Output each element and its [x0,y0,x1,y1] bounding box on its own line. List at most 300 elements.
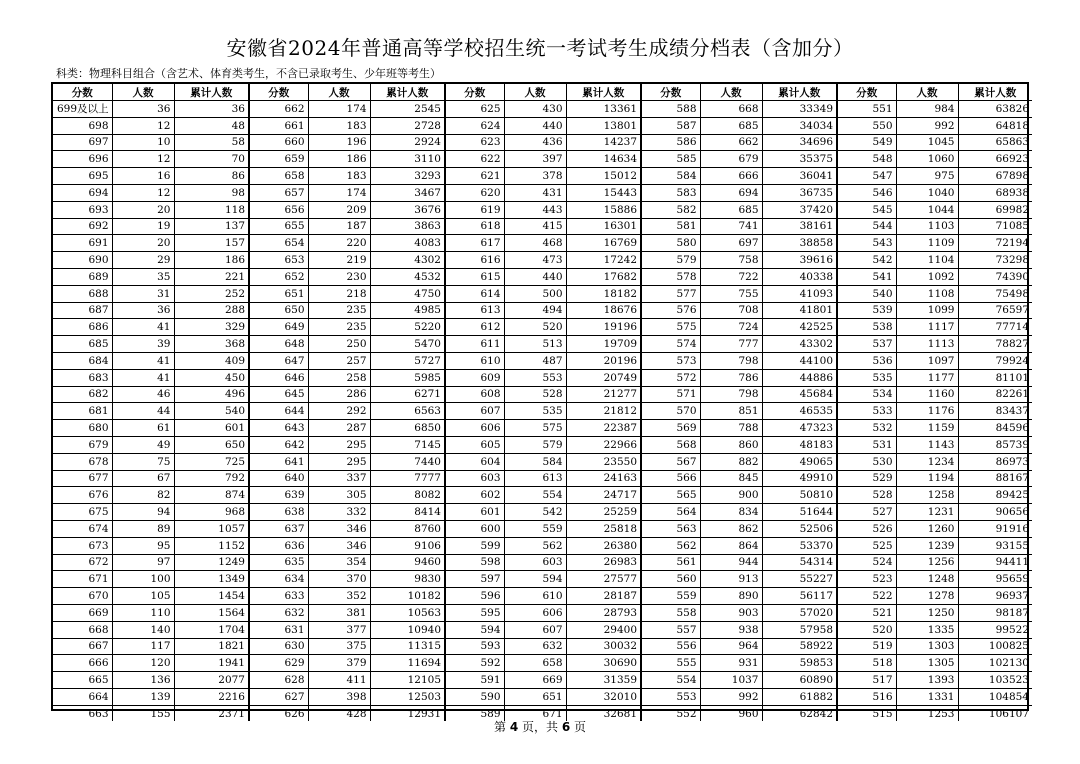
cell-score: 682 [53,386,112,403]
cell-score: 601 [445,504,504,521]
cell-count: 110 [112,604,174,621]
table-row [445,386,640,403]
cell-cumulative: 18182 [566,285,640,302]
table-row [837,268,1032,285]
cell-score: 560 [641,571,700,588]
cell-count: 606 [504,604,566,621]
cell-cumulative: 52506 [762,520,836,537]
cell-cumulative: 1349 [174,571,248,588]
cell-score: 570 [641,403,700,420]
cell-count: 1250 [896,604,958,621]
table-row [53,504,248,521]
cell-score: 636 [249,537,308,554]
cell-score: 552 [641,705,700,721]
cell-score: 575 [641,319,700,336]
cell-count: 1231 [896,504,958,521]
cell-cumulative: 725 [174,453,248,470]
cell-cumulative: 55227 [762,571,836,588]
cell-count: 31 [112,285,174,302]
cell-count: 436 [504,134,566,151]
cell-count: 755 [700,285,762,302]
cell-cumulative: 12931 [407,707,441,720]
cell-cumulative: 792 [174,470,248,487]
cell-score: 527 [837,504,896,521]
cell-cumulative: 24163 [566,470,640,487]
cell-count: 1045 [896,134,958,151]
cell-score: 529 [837,470,896,487]
cell-count: 708 [700,302,762,319]
cell-score: 608 [445,386,504,403]
table-row [445,302,640,319]
cell-score: 617 [445,235,504,252]
cell-score: 614 [445,285,504,302]
cell-cumulative: 86973 [958,453,1032,470]
table-row [249,386,444,403]
cell-score: 599 [445,537,504,554]
table-row [837,386,1032,403]
cell-score: 635 [249,554,308,571]
cell-cumulative: 9106 [370,537,444,554]
cell-score: 686 [53,319,112,336]
cell-count: 862 [700,520,762,537]
table-row [53,218,248,235]
table-row [837,134,1032,151]
cell-score: 683 [53,369,112,386]
cell-count: 1260 [896,520,958,537]
cell-count: 851 [700,403,762,420]
cell-cumulative: 58922 [762,638,836,655]
table-row [641,369,836,386]
cell-cumulative: 6563 [370,403,444,420]
cell-score: 530 [837,453,896,470]
footer-suffix: 页 [570,720,586,734]
cell-score: 613 [445,302,504,319]
table-row [53,319,248,336]
cell-count: 305 [308,487,370,504]
table-row [641,268,836,285]
cell-count: 370 [308,571,370,588]
cell-cumulative: 72194 [958,235,1032,252]
table-row [53,520,248,537]
cell-count: 834 [700,504,762,521]
cell-cumulative: 63826 [958,101,1032,118]
cell-cumulative: 23550 [566,453,640,470]
table-row [249,235,444,252]
cell-cumulative: 15443 [566,184,640,201]
cell-count: 430 [504,101,566,118]
table-row [53,201,248,218]
cell-count: 685 [700,201,762,218]
cell-score: 557 [641,621,700,638]
cell-cumulative: 21277 [566,386,640,403]
cell-count: 140 [112,621,174,638]
cell-score: 559 [641,588,700,605]
cell-score: 585 [641,151,700,168]
cell-score: 550 [837,117,896,134]
cell-count: 352 [308,588,370,605]
cell-count: 431 [504,184,566,201]
cell-cumulative: 77714 [958,319,1032,336]
cell-cumulative: 601 [174,420,248,437]
cell-cumulative: 368 [174,336,248,353]
table-row [837,571,1032,588]
cell-score: 644 [249,403,308,420]
table-row [53,537,248,554]
cell-count: 1103 [896,218,958,235]
cell-cumulative: 43302 [762,336,836,353]
table-header-row [641,84,836,101]
column-header-score: 分数 [641,84,700,101]
cell-score: 659 [249,151,308,168]
cell-count: 1040 [896,184,958,201]
table-row [53,588,248,605]
cell-cumulative: 39616 [762,252,836,269]
cell-count: 610 [504,588,566,605]
cell-score: 538 [837,319,896,336]
cell-cumulative: 57958 [762,621,836,638]
cell-score: 567 [641,453,700,470]
cell-score: 584 [641,168,700,185]
table-row [53,369,248,386]
cell-count: 381 [308,604,370,621]
cell-count: 864 [700,537,762,554]
cell-score: 549 [837,134,896,151]
cell-cumulative: 49065 [762,453,836,470]
cell-count: 882 [700,453,762,470]
table-row [53,470,248,487]
cell-cumulative: 102130 [958,655,1032,672]
cell-score: 612 [445,319,504,336]
cell-cumulative: 50810 [762,487,836,504]
cell-count: 220 [308,235,370,252]
cell-count: 183 [308,168,370,185]
table-row [445,168,640,185]
cell-count: 41 [112,319,174,336]
cell-cumulative: 15012 [566,168,640,185]
cell-count: 528 [504,386,566,403]
table-row [445,285,640,302]
cell-score: 632 [249,604,308,621]
table-row [249,201,444,218]
cell-count: 415 [504,218,566,235]
cell-score: 628 [249,672,308,689]
table-row [249,369,444,386]
cell-score: 687 [53,302,112,319]
cell-count: 49 [112,436,174,453]
column-header-count: 人数 [896,84,958,101]
cell-score: 654 [249,235,308,252]
cell-count: 788 [700,420,762,437]
table-row [53,554,248,571]
cell-cumulative: 11315 [370,638,444,655]
cell-score: 620 [445,184,504,201]
cell-cumulative: 33349 [762,101,836,118]
cell-cumulative: 27577 [566,571,640,588]
cell-score: 577 [641,285,700,302]
cell-cumulative: 98187 [958,604,1032,621]
cell-count: 1248 [896,571,958,588]
cell-score: 543 [837,235,896,252]
cell-score: 536 [837,352,896,369]
cell-count: 136 [112,672,174,689]
cell-score: 685 [53,336,112,353]
table-row [249,285,444,302]
cell-count: 36 [112,101,174,118]
table-row [837,554,1032,571]
cell-count: 513 [504,336,566,353]
cell-score: 592 [445,655,504,672]
cell-score: 547 [837,168,896,185]
cell-count: 554 [504,487,566,504]
cell-score: 675 [53,504,112,521]
cell-score: 518 [837,655,896,672]
cell-score: 646 [249,369,308,386]
cell-cumulative: 47323 [762,420,836,437]
cell-cumulative: 46535 [762,403,836,420]
cell-cumulative: 6271 [370,386,444,403]
cell-cumulative: 450 [174,369,248,386]
table-row [837,672,1032,689]
cell-cumulative: 540 [174,403,248,420]
cell-score: 525 [837,537,896,554]
cell-cumulative: 82261 [958,386,1032,403]
cell-score: 515 [837,705,896,721]
cell-score: 688 [53,285,112,302]
table-row [249,520,444,537]
cell-count: 1256 [896,554,958,571]
cell-cumulative: 34696 [762,134,836,151]
page-footer [0,718,1080,736]
cell-cumulative: 62842 [799,707,833,720]
table-row [837,537,1032,554]
table-row [641,487,836,504]
cell-score: 520 [837,621,896,638]
column-header-score: 分数 [249,84,308,101]
cell-cumulative: 36041 [762,168,836,185]
cell-score: 674 [53,520,112,537]
current-page-number: 4 [509,720,519,734]
cell-score: 576 [641,302,700,319]
cell-score: 652 [249,268,308,285]
cell-count: 944 [700,554,762,571]
cell-score: 524 [837,554,896,571]
cell-cumulative: 5220 [370,319,444,336]
table-row [837,201,1032,218]
cell-score: 664 [53,688,112,705]
table-row [837,218,1032,235]
table-row [837,352,1032,369]
cell-score: 643 [249,420,308,437]
table-row [641,235,836,252]
cell-cumulative: 221 [174,268,248,285]
cell-score: 566 [641,470,700,487]
cell-cumulative: 99522 [958,621,1032,638]
cell-cumulative: 36 [174,101,248,118]
cell-score: 611 [445,336,504,353]
cell-count: 584 [504,453,566,470]
cell-cumulative: 45684 [762,386,836,403]
cell-score: 564 [641,504,700,521]
cell-score: 676 [53,487,112,504]
table-row [641,218,836,235]
table-row [53,604,248,621]
cell-count: 12 [112,117,174,134]
cell-cumulative: 1454 [174,588,248,605]
cell-cumulative: 96937 [958,588,1032,605]
table-row [249,554,444,571]
cell-score: 648 [249,336,308,353]
cell-cumulative: 106107 [988,707,1029,720]
table-row [837,436,1032,453]
table-row [249,218,444,235]
cell-count: 575 [504,420,566,437]
cell-cumulative: 32681 [603,707,637,720]
table-header-row [445,84,640,101]
table-row [53,252,248,269]
cell-cumulative: 10182 [370,588,444,605]
table-row [445,588,640,605]
table-row [641,201,836,218]
cell-score: 693 [53,201,112,218]
table-row [53,638,248,655]
cell-count: 10 [112,134,174,151]
cell-count: 41 [112,352,174,369]
table-row [837,487,1032,504]
table-row [445,369,640,386]
cell-cumulative: 26983 [566,554,640,571]
cell-score: 651 [249,285,308,302]
table-row [641,470,836,487]
cell-count: 741 [700,218,762,235]
table-row [837,470,1032,487]
cell-cumulative: 104854 [958,688,1032,705]
cell-score: 596 [445,588,504,605]
cell-score: 649 [249,319,308,336]
cell-cumulative: 3863 [370,218,444,235]
table-row [249,638,444,655]
cell-count: 594 [504,571,566,588]
cell-count: 354 [308,554,370,571]
cell-score: 663 [53,705,112,721]
cell-count: 777 [700,336,762,353]
table-row [837,638,1032,655]
cell-score: 526 [837,520,896,537]
table-row [837,655,1032,672]
cell-count: 67 [112,470,174,487]
table-row [249,453,444,470]
cell-cumulative: 1704 [174,621,248,638]
cell-cumulative: 7145 [370,436,444,453]
cell-score: 668 [53,621,112,638]
cell-score: 633 [249,588,308,605]
cell-score: 670 [53,588,112,605]
table-row [445,638,640,655]
cell-count: 938 [700,621,762,638]
cell-count: 559 [504,520,566,537]
cell-score: 610 [445,352,504,369]
table-row [249,268,444,285]
cell-cumulative: 1057 [174,520,248,537]
cell-score: 696 [53,151,112,168]
cell-cumulative: 29400 [566,621,640,638]
table-row [445,520,640,537]
cell-count: 258 [308,369,370,386]
table-row [445,604,640,621]
cell-score: 581 [641,218,700,235]
table-row [53,403,248,420]
cell-score: 692 [53,218,112,235]
cell-score: 680 [53,420,112,437]
cell-score: 690 [53,252,112,269]
cell-score: 534 [837,386,896,403]
cell-count: 75 [112,453,174,470]
table-column-group [248,84,444,721]
table-row [445,420,640,437]
cell-count: 16 [112,168,174,185]
table-row [837,588,1032,605]
cell-cumulative: 11694 [370,655,444,672]
cell-cumulative: 25818 [566,520,640,537]
cell-score: 677 [53,470,112,487]
cell-cumulative: 16301 [566,218,640,235]
cell-score: 638 [249,504,308,521]
cell-count: 1258 [896,487,958,504]
cell-count: 346 [308,520,370,537]
cell-cumulative: 19709 [566,336,640,353]
cell-count: 295 [308,436,370,453]
cell-score: 641 [249,453,308,470]
cell-count: 1099 [896,302,958,319]
table-row [53,285,248,302]
table-row [445,487,640,504]
column-header-cumulative: 累计人数 [370,84,444,101]
cell-score: 637 [249,520,308,537]
table-row [837,319,1032,336]
column-header-cumulative: 累计人数 [174,84,248,101]
cell-score: 553 [641,688,700,705]
cell-cumulative: 1821 [174,638,248,655]
cell-count: 397 [504,151,566,168]
cell-score: 594 [445,621,504,638]
cell-score: 590 [445,688,504,705]
table-column-group [836,84,1032,721]
cell-count: 36 [112,302,174,319]
table-row [249,117,444,134]
table-row [445,504,640,521]
cell-score: 655 [249,218,308,235]
cell-score: 684 [53,352,112,369]
table-row [837,168,1032,185]
cell-cumulative: 409 [174,352,248,369]
cell-cumulative: 100825 [958,638,1032,655]
cell-count: 257 [308,352,370,369]
cell-score: 679 [53,436,112,453]
cell-count: 662 [700,134,762,151]
cell-score: 541 [837,268,896,285]
cell-count: 535 [504,403,566,420]
table-row [249,403,444,420]
cell-cumulative: 71085 [958,218,1032,235]
table-row [53,302,248,319]
table-row [837,403,1032,420]
cell-count: 235 [308,302,370,319]
cell-score: 589 [445,705,504,721]
cell-cumulative: 2924 [370,134,444,151]
table-row [249,336,444,353]
cell-cumulative: 54314 [762,554,836,571]
cell-cumulative: 4532 [370,268,444,285]
column-header-score: 分数 [53,84,112,101]
